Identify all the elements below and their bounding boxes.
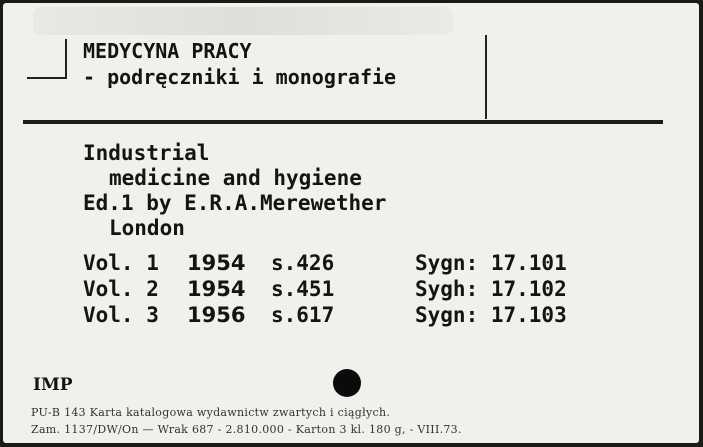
title-line-1: Industrial [83, 141, 210, 165]
volume-signature: Sygh: 17.102 [415, 277, 567, 301]
footer-line-1: PU-B 143 Karta katalogowa wydawnictw zwartych i ciągłych. [31, 406, 391, 419]
corner-bracket [27, 39, 67, 79]
imp-stamp: IMP [33, 375, 73, 395]
subject-subheading: - podręczniki i monografie [83, 65, 397, 89]
punch-hole [333, 369, 361, 397]
volume-pages: s.451 [271, 277, 335, 301]
title-line-2: medicine and hygiene [109, 166, 362, 190]
catalog-card [3, 3, 699, 443]
volume-number: Vol. 1 [83, 251, 159, 275]
volume-signature: Sygn: 17.101 [415, 251, 567, 275]
volume-year: 1954 [187, 277, 246, 301]
volume-year: 1954 [187, 251, 246, 275]
volume-pages: s.426 [271, 251, 335, 275]
volume-year: 1956 [187, 303, 246, 327]
subject-heading: MEDYCYNA PRACY [83, 39, 252, 63]
volume-number: Vol. 3 [83, 303, 159, 327]
footer-line-2: Zam. 1137/DW/On — Wrak 687 - 2.810.000 - Karton 3 kl. 180 g, - VIII.73. [31, 423, 462, 436]
volume-pages: s.617 [271, 303, 335, 327]
faded-stamp-smudge [33, 7, 453, 35]
volume-number: Vol. 2 [83, 277, 159, 301]
vertical-divider [485, 35, 487, 119]
edition-line: Ed.1 by E.R.A.Merewether [83, 191, 387, 215]
horizontal-rule [23, 120, 663, 124]
place-line: London [109, 216, 185, 240]
volume-signature: Sygn: 17.103 [415, 303, 567, 327]
